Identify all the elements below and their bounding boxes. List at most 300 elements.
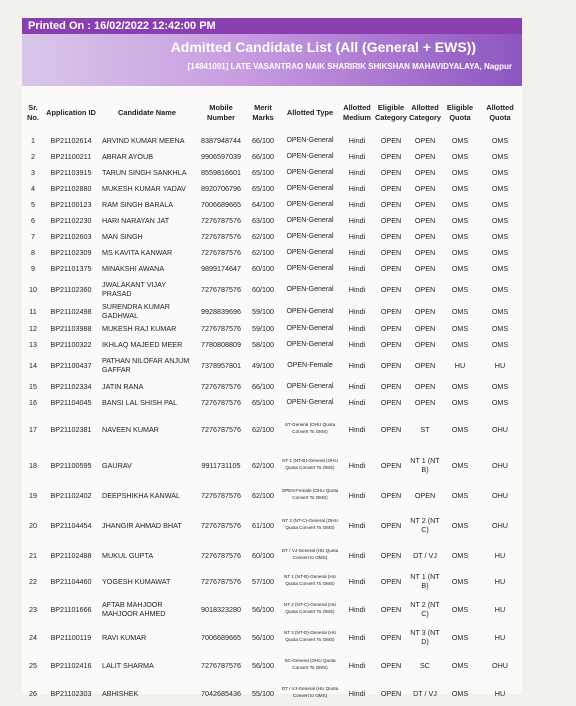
cell-application-id: BP21101375: [50, 263, 92, 273]
cell-sr-no: 24: [29, 632, 37, 642]
cell-sr-no: 12: [29, 323, 37, 333]
cell-merit-marks: 66/100: [252, 151, 274, 161]
cell-allotted-category: OPEN: [414, 381, 436, 391]
cell-mobile-number: 7006689665: [201, 632, 241, 642]
cell-allotted-type: OPEN-Female: [287, 361, 333, 369]
cell-eligible-category: OPEN: [380, 576, 402, 586]
cell-mobile-number: 8559816601: [201, 167, 241, 177]
cell-allotted-category: ST: [420, 424, 430, 434]
cell-allotted-medium: Hindi: [348, 247, 366, 257]
cell-eligible-category: OPEN: [380, 397, 402, 407]
table-row: [22, 680, 522, 706]
cell-merit-marks: 56/100: [252, 660, 274, 670]
cell-merit-marks: 56/100: [252, 604, 274, 614]
cell-eligible-category: OPEN: [380, 199, 402, 209]
cell-eligible-category: OPEN: [380, 284, 402, 294]
cell-allotted-category: SC: [420, 660, 430, 670]
cell-allotted-category: OPEN: [414, 183, 436, 193]
col-header-allotted-type: Allotted Type: [286, 108, 334, 117]
cell-eligible-category: OPEN: [380, 604, 402, 614]
cell-allotted-category: OPEN: [414, 231, 436, 241]
cell-mobile-number: 7042685436: [201, 688, 241, 698]
cell-merit-marks: 59/100: [252, 306, 274, 316]
cell-merit-marks: 62/100: [252, 490, 274, 500]
cell-eligible-category: OPEN: [380, 520, 402, 530]
cell-eligible-quota: OMS: [451, 520, 469, 530]
table-row: [22, 352, 522, 378]
cell-eligible-category: OPEN: [380, 460, 402, 470]
cell-allotted-category: OPEN: [414, 284, 436, 294]
cell-application-id: BP21100595: [50, 460, 92, 470]
cell-allotted-quota: HU: [494, 632, 506, 642]
cell-candidate-name: ABRAR AYOUB: [102, 151, 153, 161]
cell-allotted-medium: Hindi: [348, 460, 366, 470]
cell-allotted-medium: Hindi: [348, 360, 366, 370]
cell-eligible-quota: OMS: [451, 167, 469, 177]
cell-allotted-quota: HU: [494, 576, 506, 586]
table-row: [22, 180, 522, 196]
cell-merit-marks: 62/100: [252, 231, 274, 241]
table-row: [22, 302, 522, 320]
cell-merit-marks: 62/100: [252, 424, 274, 434]
cell-eligible-quota: OMS: [451, 215, 469, 225]
candidate-table: [22, 94, 522, 706]
page-title: Admitted Candidate List (All (General + EWS)): [170, 39, 476, 55]
cell-allotted-quota: OHU: [492, 490, 508, 500]
cell-allotted-category: OPEN: [414, 490, 436, 500]
cell-candidate-name: JATIN RANA: [102, 381, 144, 391]
cell-allotted-type: OPEN-General: [286, 285, 334, 293]
col-header-allotted-category: Allotted Category: [409, 103, 442, 122]
cell-mobile-number: 7276787576: [201, 576, 241, 586]
cell-sr-no: 26: [29, 688, 37, 698]
table-row: [22, 594, 522, 624]
cell-sr-no: 6: [31, 215, 35, 225]
cell-allotted-type: OPEN-General: [286, 324, 334, 332]
cell-sr-no: 21: [29, 550, 37, 560]
cell-allotted-type: ST-General (OHU Quota Convert To OMS): [284, 422, 336, 434]
table-header-row: [22, 94, 522, 132]
cell-sr-no: 18: [29, 460, 37, 470]
cell-eligible-category: OPEN: [380, 183, 402, 193]
cell-allotted-medium: Hindi: [348, 135, 366, 145]
cell-allotted-category: OPEN: [414, 323, 436, 333]
cell-mobile-number: 7276787576: [201, 660, 241, 670]
cell-candidate-name: YOGESH KUMAWAT: [102, 576, 171, 586]
cell-candidate-name: MAN SINGH: [102, 231, 143, 241]
cell-eligible-quota: OMS: [451, 490, 469, 500]
cell-application-id: BP21100437: [50, 360, 92, 370]
cell-allotted-quota: OHU: [492, 424, 508, 434]
cell-allotted-medium: Hindi: [348, 632, 366, 642]
cell-mobile-number: 7276787576: [201, 215, 241, 225]
cell-eligible-category: OPEN: [380, 360, 402, 370]
candidate-table-body: [22, 132, 522, 706]
cell-candidate-name: JHANGIR AHMAD BHAT: [102, 520, 182, 530]
cell-eligible-category: OPEN: [380, 247, 402, 257]
cell-allotted-medium: Hindi: [348, 231, 366, 241]
col-header-eligible-category: Eligible Category: [375, 103, 408, 122]
table-row: [22, 448, 522, 482]
cell-allotted-quota: OMS: [491, 339, 509, 349]
col-header-mobile-number: Mobile Number: [207, 103, 235, 122]
cell-allotted-category: NT 2 (NT C): [410, 516, 440, 534]
cell-mobile-number: 7006689665: [201, 199, 241, 209]
cell-allotted-category: NT 1 (NT B): [410, 456, 440, 474]
table-row: [22, 244, 522, 260]
cell-application-id: BP21100123: [50, 199, 92, 209]
document-page: [22, 18, 522, 698]
cell-allotted-quota: OHU: [492, 520, 508, 530]
table-row: [22, 276, 522, 302]
cell-allotted-category: NT 1 (NT B): [410, 572, 440, 590]
cell-candidate-name: ARVIND KUMAR MEENA: [102, 135, 185, 145]
cell-eligible-quota: OMS: [451, 183, 469, 193]
cell-allotted-category: DT / VJ: [413, 688, 437, 698]
cell-allotted-quota: OHU: [492, 660, 508, 670]
col-header-merit-marks: Merit Marks: [252, 103, 274, 122]
cell-merit-marks: 65/100: [252, 167, 274, 177]
cell-allotted-category: OPEN: [414, 167, 436, 177]
table-row: [22, 336, 522, 352]
cell-application-id: BP21103915: [50, 167, 92, 177]
cell-application-id: BP21102334: [50, 381, 92, 391]
cell-allotted-quota: OMS: [491, 306, 509, 316]
cell-merit-marks: 66/100: [252, 381, 274, 391]
cell-allotted-medium: Hindi: [348, 520, 366, 530]
cell-allotted-medium: Hindi: [348, 263, 366, 273]
cell-application-id: BP21102230: [50, 215, 92, 225]
cell-candidate-name: TARUN SINGH SANKHLA: [102, 167, 187, 177]
cell-allotted-type: OPEN-General: [286, 382, 334, 390]
col-header-sr-no: Sr. No.: [27, 103, 39, 122]
table-row: [22, 542, 522, 568]
cell-sr-no: 10: [29, 284, 37, 294]
cell-allotted-medium: Hindi: [348, 199, 366, 209]
cell-eligible-category: OPEN: [380, 660, 402, 670]
cell-mobile-number: 7276787576: [201, 424, 241, 434]
cell-mobile-number: 9911731105: [201, 460, 241, 470]
cell-eligible-quota: OMS: [451, 381, 469, 391]
cell-allotted-type: NT 2 (NT-C)-General (OHU Quota Convert To OMS): [282, 518, 338, 530]
cell-eligible-quota: OMS: [451, 247, 469, 257]
cell-candidate-name: BANSI LAL SHISH PAL: [102, 397, 178, 407]
cell-eligible-quota: OMS: [451, 424, 469, 434]
cell-eligible-quota: OMS: [451, 339, 469, 349]
cell-allotted-type: OPEN-General: [286, 184, 334, 192]
col-header-allotted-quota: Allotted Quota: [486, 103, 514, 122]
col-header-candidate-name: Candidate Name: [118, 108, 176, 117]
cell-candidate-name: HARI NARAYAN JAT: [102, 215, 170, 225]
cell-eligible-category: OPEN: [380, 135, 402, 145]
cell-eligible-category: OPEN: [380, 381, 402, 391]
cell-mobile-number: 9906597039: [201, 151, 241, 161]
cell-candidate-name: AFTAB MAHJOOR MAHJOOR AHMED: [102, 600, 166, 618]
cell-sr-no: 2: [31, 151, 35, 161]
cell-mobile-number: 7276787576: [201, 397, 241, 407]
cell-allotted-quota: OMS: [491, 397, 509, 407]
cell-allotted-medium: Hindi: [348, 306, 366, 316]
col-header-eligible-quota: Eligible Quota: [446, 103, 474, 122]
table-row: [22, 482, 522, 508]
cell-mobile-number: 7276787576: [201, 247, 241, 257]
cell-mobile-number: 7276787576: [201, 550, 241, 560]
cell-allotted-category: OPEN: [414, 397, 436, 407]
table-row: [22, 148, 522, 164]
cell-sr-no: 13: [29, 339, 37, 349]
cell-allotted-quota: OMS: [491, 247, 509, 257]
cell-candidate-name: SURENDRA KUMAR GADHWAL: [102, 302, 170, 320]
cell-sr-no: 23: [29, 604, 37, 614]
cell-allotted-type: OPEN-General: [286, 216, 334, 224]
cell-application-id: BP21101666: [50, 604, 92, 614]
cell-mobile-number: 9928839696: [201, 306, 241, 316]
cell-application-id: BP21104454: [50, 520, 92, 530]
cell-allotted-type: OPEN-General: [286, 136, 334, 144]
cell-sr-no: 11: [29, 306, 37, 316]
cell-application-id: BP21104460: [50, 576, 92, 586]
cell-allotted-type: DT / VJ-General (HU Quota Convert to OMS): [281, 686, 339, 698]
cell-allotted-category: NT 2 (NT C): [410, 600, 440, 618]
cell-application-id: BP21102402: [50, 490, 92, 500]
cell-mobile-number: 7276787576: [201, 490, 241, 500]
cell-allotted-type: DT / VJ-General (HU Quota Convert to OMS): [281, 548, 339, 560]
printed-on-bar: Printed On : 16/02/2022 12:42:00 PM: [22, 18, 522, 34]
cell-candidate-name: MUKESH RAJ KUMAR: [102, 323, 177, 333]
cell-allotted-category: OPEN: [414, 247, 436, 257]
table-row: [22, 624, 522, 650]
cell-mobile-number: 9899174647: [201, 263, 241, 273]
table-row: [22, 196, 522, 212]
cell-allotted-type: OPEN-General: [286, 152, 334, 160]
cell-allotted-quota: OMS: [491, 167, 509, 177]
header-banner: [22, 34, 522, 86]
cell-allotted-quota: HU: [494, 360, 506, 370]
cell-application-id: BP21102381: [50, 424, 92, 434]
cell-merit-marks: 60/100: [252, 284, 274, 294]
cell-candidate-name: RAM SINGH BARALA: [102, 199, 174, 209]
cell-merit-marks: 65/100: [252, 183, 274, 193]
cell-allotted-medium: Hindi: [348, 550, 366, 560]
cell-eligible-category: OPEN: [380, 339, 402, 349]
cell-sr-no: 1: [31, 135, 35, 145]
cell-sr-no: 8: [31, 247, 35, 257]
cell-allotted-category: NT 3 (NT D): [410, 628, 440, 646]
cell-application-id: BP21103988: [50, 323, 92, 333]
cell-eligible-category: OPEN: [380, 151, 402, 161]
cell-sr-no: 3: [31, 167, 35, 177]
cell-allotted-medium: Hindi: [348, 576, 366, 586]
cell-allotted-type: NT 2 (NT-C)-General (HU Quota Convert To OMS): [283, 602, 337, 614]
cell-candidate-name: MINAKSHI AWANA: [102, 263, 165, 273]
cell-eligible-quota: OMS: [451, 135, 469, 145]
cell-application-id: BP21100211: [50, 151, 92, 161]
cell-eligible-quota: HU: [454, 360, 466, 370]
cell-application-id: BP21102309: [50, 247, 92, 257]
table-row: [22, 164, 522, 180]
cell-merit-marks: 65/100: [252, 397, 274, 407]
cell-allotted-quota: OMS: [491, 151, 509, 161]
cell-allotted-medium: Hindi: [348, 397, 366, 407]
cell-allotted-medium: Hindi: [348, 215, 366, 225]
cell-allotted-quota: OMS: [491, 199, 509, 209]
cell-eligible-category: OPEN: [380, 688, 402, 698]
cell-eligible-quota: OMS: [451, 660, 469, 670]
cell-merit-marks: 49/100: [252, 360, 274, 370]
cell-application-id: BP21102303: [50, 688, 92, 698]
table-row: [22, 568, 522, 594]
table-row: [22, 508, 522, 542]
cell-allotted-type: OPEN-General: [286, 340, 334, 348]
cell-mobile-number: 7276787576: [201, 284, 241, 294]
cell-allotted-quota: OMS: [491, 215, 509, 225]
cell-sr-no: 16: [29, 397, 37, 407]
cell-eligible-quota: OMS: [451, 460, 469, 470]
cell-sr-no: 15: [29, 381, 37, 391]
cell-application-id: BP21102488: [50, 550, 92, 560]
cell-allotted-type: OPEN-General: [286, 307, 334, 315]
cell-allotted-category: OPEN: [414, 306, 436, 316]
cell-allotted-type: OPEN-General: [286, 398, 334, 406]
cell-candidate-name: NAVEEN KUMAR: [102, 424, 159, 434]
cell-mobile-number: 7378957801: [201, 360, 241, 370]
cell-allotted-quota: HU: [494, 604, 506, 614]
cell-eligible-quota: OMS: [451, 306, 469, 316]
cell-allotted-medium: Hindi: [348, 284, 366, 294]
cell-allotted-type: OPEN-General: [286, 248, 334, 256]
cell-eligible-quota: OMS: [451, 323, 469, 333]
cell-eligible-category: OPEN: [380, 424, 402, 434]
cell-allotted-quota: OMS: [491, 231, 509, 241]
cell-allotted-category: OPEN: [414, 151, 436, 161]
cell-candidate-name: MUKUL GUPTA: [102, 550, 154, 560]
cell-candidate-name: LALIT SHARMA: [102, 660, 154, 670]
cell-merit-marks: 66/100: [252, 135, 274, 145]
cell-eligible-category: OPEN: [380, 231, 402, 241]
cell-allotted-medium: Hindi: [348, 323, 366, 333]
cell-eligible-quota: OMS: [451, 576, 469, 586]
cell-allotted-category: OPEN: [414, 199, 436, 209]
cell-sr-no: 5: [31, 199, 35, 209]
cell-merit-marks: 60/100: [252, 263, 274, 273]
cell-mobile-number: 8920706796: [201, 183, 241, 193]
cell-eligible-quota: OMS: [451, 151, 469, 161]
cell-allotted-category: OPEN: [414, 339, 436, 349]
cell-application-id: BP21102498: [50, 306, 92, 316]
cell-merit-marks: 59/100: [252, 323, 274, 333]
institute-subtitle: [14841001] LATE VASANTRAO NAIK SHARIRIK SHIKSHAN MAHAVIDYALAYA, Nagpur: [187, 62, 512, 71]
cell-allotted-type: OPEN-General: [286, 168, 334, 176]
cell-merit-marks: 57/100: [252, 576, 274, 586]
cell-candidate-name: MS KAVITA KANWAR: [102, 247, 173, 257]
cell-allotted-type: OPEN-Female (OHU Quota Convert To OMS): [281, 488, 339, 500]
cell-application-id: BP21100119: [50, 632, 92, 642]
cell-application-id: BP21102360: [50, 284, 92, 294]
cell-candidate-name: MUKESH KUMAR YADAV: [102, 183, 186, 193]
cell-eligible-quota: OMS: [451, 688, 469, 698]
cell-merit-marks: 62/100: [252, 247, 274, 257]
cell-candidate-name: GAURAV: [102, 460, 132, 470]
cell-candidate-name: DEEPSHIKHA KANWAL: [102, 490, 181, 500]
cell-allotted-quota: OMS: [491, 183, 509, 193]
cell-eligible-category: OPEN: [380, 215, 402, 225]
cell-merit-marks: 64/100: [252, 199, 274, 209]
cell-sr-no: 7: [31, 231, 35, 241]
cell-mobile-number: 7780808809: [201, 339, 241, 349]
cell-allotted-medium: Hindi: [348, 688, 366, 698]
cell-mobile-number: 7276787576: [201, 520, 241, 530]
cell-eligible-quota: OMS: [451, 604, 469, 614]
cell-allotted-category: DT / VJ: [413, 550, 437, 560]
cell-allotted-medium: Hindi: [348, 167, 366, 177]
table-row: [22, 320, 522, 336]
cell-candidate-name: PATHAN NILOFAR ANJUM GAFFAR: [102, 356, 190, 374]
cell-sr-no: 14: [29, 360, 37, 370]
cell-eligible-category: OPEN: [380, 550, 402, 560]
cell-candidate-name: RAVI KUMAR: [102, 632, 147, 642]
cell-allotted-quota: OMS: [491, 323, 509, 333]
cell-allotted-medium: Hindi: [348, 183, 366, 193]
cell-mobile-number: 8387948744: [201, 135, 241, 145]
table-row: [22, 410, 522, 448]
table-row: [22, 394, 522, 410]
cell-allotted-quota: OHU: [492, 460, 508, 470]
cell-allotted-medium: Hindi: [348, 604, 366, 614]
cell-application-id: BP21102416: [50, 660, 92, 670]
table-row: [22, 212, 522, 228]
cell-allotted-type: NT 1 (NT-B)-General (OHU Quota Convert To OMS): [282, 458, 338, 470]
cell-sr-no: 25: [29, 660, 37, 670]
table-row: [22, 378, 522, 394]
cell-allotted-quota: OMS: [491, 135, 509, 145]
cell-allotted-type: NT 3 (NT-D)-General (HU Quota Convert To OMS): [283, 630, 337, 642]
cell-eligible-quota: OMS: [451, 199, 469, 209]
cell-allotted-category: OPEN: [414, 360, 436, 370]
cell-mobile-number: 7276787576: [201, 231, 241, 241]
cell-merit-marks: 60/100: [252, 550, 274, 560]
cell-candidate-name: JWALAKANT VIJAY PRASAD: [102, 280, 167, 298]
cell-application-id: BP21100322: [50, 339, 92, 349]
cell-allotted-medium: Hindi: [348, 490, 366, 500]
table-row: [22, 132, 522, 148]
cell-allotted-type: OPEN-General: [286, 200, 334, 208]
cell-merit-marks: 62/100: [252, 460, 274, 470]
cell-eligible-category: OPEN: [380, 263, 402, 273]
cell-allotted-type: OPEN-General: [286, 264, 334, 272]
cell-eligible-category: OPEN: [380, 632, 402, 642]
col-header-allotted-medium: Allotted Medium: [343, 103, 371, 122]
cell-allotted-quota: OMS: [491, 263, 509, 273]
cell-merit-marks: 58/100: [252, 339, 274, 349]
cell-allotted-quota: OMS: [491, 284, 509, 294]
cell-allotted-quota: OMS: [491, 381, 509, 391]
cell-merit-marks: 61/100: [252, 520, 274, 530]
cell-sr-no: 19: [29, 490, 37, 500]
cell-sr-no: 17: [29, 424, 37, 434]
cell-eligible-quota: OMS: [451, 632, 469, 642]
cell-allotted-medium: Hindi: [348, 381, 366, 391]
cell-allotted-medium: Hindi: [348, 424, 366, 434]
cell-allotted-category: OPEN: [414, 215, 436, 225]
cell-allotted-medium: Hindi: [348, 339, 366, 349]
cell-merit-marks: 56/100: [252, 632, 274, 642]
cell-application-id: BP21102880: [50, 183, 92, 193]
cell-eligible-category: OPEN: [380, 323, 402, 333]
cell-candidate-name: ABHISHEK: [102, 688, 139, 698]
cell-eligible-category: OPEN: [380, 167, 402, 177]
table-row: [22, 650, 522, 680]
cell-allotted-type: SC-General (OHU Quota Convert To OMS): [284, 658, 336, 670]
